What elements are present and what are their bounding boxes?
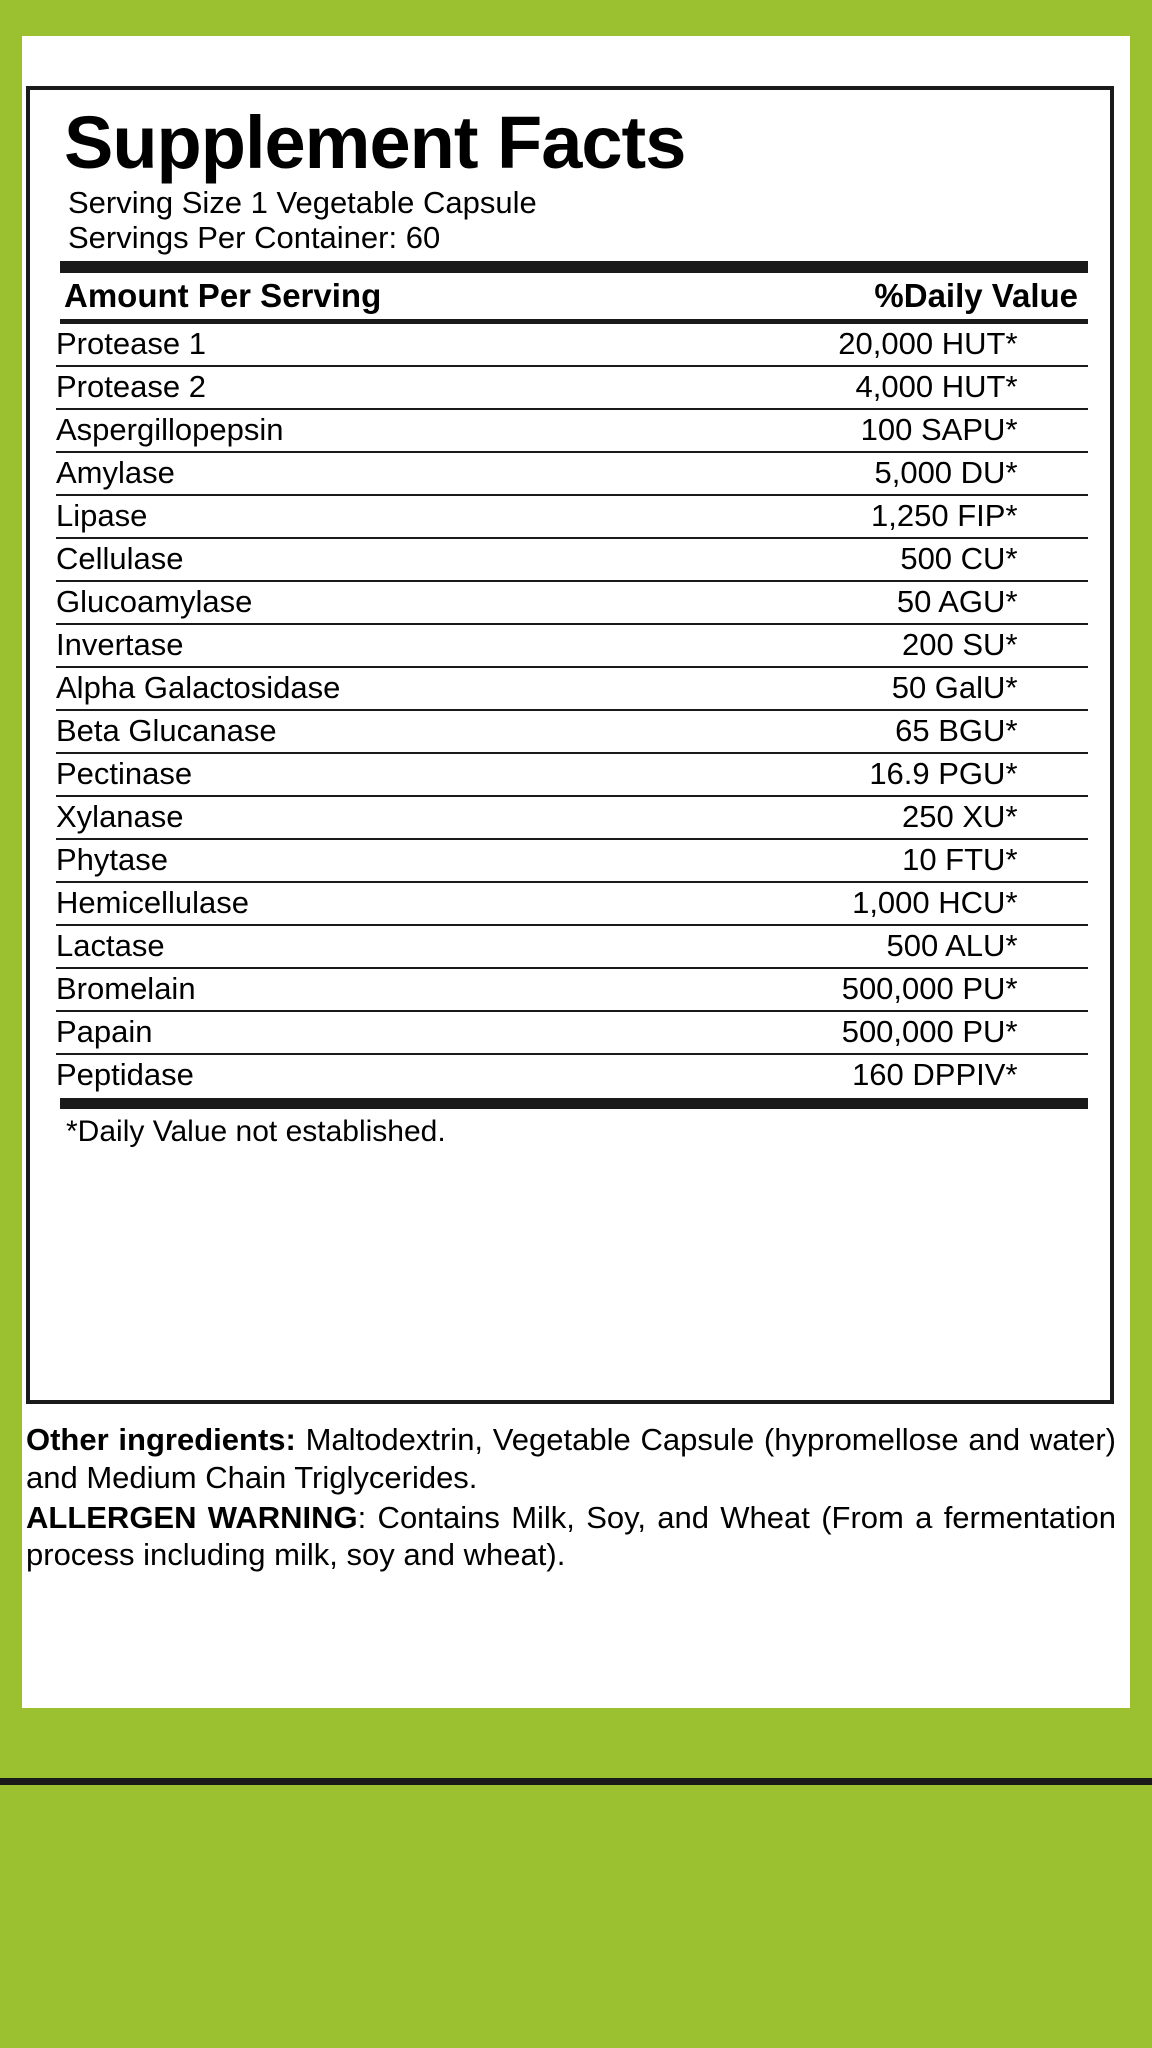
table-row	[56, 409, 1088, 452]
nutrient-name: Bromelain	[56, 968, 593, 1011]
nutrient-name: Beta Glucanase	[56, 710, 593, 753]
nutrient-amount: 500 CU	[593, 538, 1006, 581]
nutrient-name: Peptidase	[56, 1054, 593, 1096]
nutrient-amount: 50 GalU	[593, 667, 1006, 710]
table-row	[56, 495, 1088, 538]
nutrient-amount: 500,000 PU	[593, 1011, 1006, 1054]
header-daily-value: %Daily Value	[874, 277, 1078, 315]
nutrient-daily-value: *	[1005, 624, 1088, 667]
nutrient-name: Xylanase	[56, 796, 593, 839]
other-ingredients-text: Maltodextrin, Vegetable Capsule (hypromellose and water) and Medium Chain Triglycerides.	[26, 1422, 1116, 1495]
nutrient-name: Phytase	[56, 839, 593, 882]
nutrient-amount: 500 ALU	[593, 925, 1006, 968]
nutrient-daily-value: *	[1005, 796, 1088, 839]
label-content-area	[22, 36, 1130, 1708]
table-row	[56, 667, 1088, 710]
nutrient-daily-value: *	[1005, 882, 1088, 925]
header-amount-per-serving: Amount Per Serving	[64, 277, 382, 315]
nutrient-amount: 5,000 DU	[593, 452, 1006, 495]
nutrient-daily-value: *	[1005, 710, 1088, 753]
supplement-facts-title: Supplement Facts	[64, 101, 686, 184]
table-row	[56, 581, 1088, 624]
other-ingredients-paragraph	[26, 1421, 1116, 1497]
nutrient-name: Cellulase	[56, 538, 593, 581]
nutrient-daily-value: *	[1005, 495, 1088, 538]
nutrient-daily-value: *	[1005, 753, 1088, 796]
allergen-warning-label: ALLERGEN WARNING	[26, 1499, 358, 1535]
table-row	[56, 925, 1088, 968]
table-row	[56, 324, 1088, 366]
nutrient-amount: 500,000 PU	[593, 968, 1006, 1011]
nutrient-daily-value: *	[1005, 326, 1018, 362]
supplement-facts-panel	[26, 86, 1114, 1404]
daily-value-footnote: *Daily Value not established.	[66, 1115, 446, 1149]
nutrient-amount: 10 FTU	[593, 839, 1006, 882]
table-row	[56, 1011, 1088, 1054]
other-ingredients-block	[26, 1421, 1116, 1574]
allergen-warning-paragraph	[26, 1499, 1116, 1575]
nutrient-name: Protease 1	[56, 326, 206, 362]
nutrient-daily-value: *	[1005, 538, 1088, 581]
nutrient-amount: 100 SAPU	[593, 409, 1006, 452]
table-row	[56, 1054, 1088, 1096]
nutrient-name: Aspergillopepsin	[56, 409, 593, 452]
nutrient-daily-value: *	[1005, 968, 1088, 1011]
nutrient-amount: 1,250 FIP	[593, 495, 1006, 538]
table-row	[56, 452, 1088, 495]
nutrient-name: Amylase	[56, 452, 593, 495]
bottom-black-rule	[0, 1778, 1152, 1785]
nutrient-name: Alpha Galactosidase	[56, 667, 593, 710]
nutrient-amount: 160 DPPIV	[593, 1054, 1006, 1096]
nutrient-amount: 50 AGU	[593, 581, 1006, 624]
table-row	[56, 538, 1088, 581]
divider-table-bottom	[60, 1098, 1088, 1109]
nutrient-name: Glucoamylase	[56, 581, 593, 624]
table-row	[56, 882, 1088, 925]
nutrient-daily-value: *	[1005, 1011, 1088, 1054]
nutrient-name: Hemicellulase	[56, 882, 593, 925]
servings-per-container-line: Servings Per Container: 60	[68, 219, 441, 255]
top-green-band	[0, 0, 1152, 36]
nutrient-amount: 250 XU	[593, 796, 1006, 839]
nutrient-amount: 20,000 HUT	[838, 326, 1006, 362]
table-header-row	[56, 273, 1088, 319]
table-row	[56, 366, 1088, 409]
divider-thick-top	[60, 261, 1088, 273]
nutrient-daily-value: *	[1005, 925, 1088, 968]
nutrient-name: Lactase	[56, 925, 593, 968]
other-ingredients-label: Other ingredients:	[26, 1422, 296, 1457]
nutrient-name: Protease 2	[56, 366, 593, 409]
nutrient-amount: 1,000 HCU	[593, 882, 1006, 925]
nutrient-amount: 16.9 PGU	[593, 753, 1006, 796]
nutrient-name: Papain	[56, 1011, 593, 1054]
table-row	[56, 968, 1088, 1011]
nutrient-daily-value: *	[1005, 839, 1088, 882]
nutrient-daily-value: *	[1005, 409, 1088, 452]
nutrient-name: Invertase	[56, 624, 593, 667]
allergen-warning-text: : Contains Milk, Soy, and Wheat (From a fermentation process including milk, soy and wheat).	[26, 1499, 1117, 1573]
nutrient-name: Lipase	[56, 495, 593, 538]
bottom-green-band	[0, 1708, 1152, 2048]
nutrient-amount: 200 SU	[593, 624, 1006, 667]
nutrient-daily-value: *	[1005, 581, 1088, 624]
nutrient-daily-value: *	[1005, 1054, 1088, 1096]
nutrient-daily-value: *	[1005, 667, 1088, 710]
nutrient-daily-value: *	[1005, 366, 1088, 409]
table-row	[56, 624, 1088, 667]
table-row	[56, 839, 1088, 882]
nutrient-amount: 4,000 HUT	[593, 366, 1006, 409]
nutrient-amount: 65 BGU	[593, 710, 1006, 753]
table-row	[56, 753, 1088, 796]
serving-size-line: Serving Size 1 Vegetable Capsule	[68, 185, 537, 220]
table-row	[56, 710, 1088, 753]
nutrient-name: Pectinase	[56, 753, 593, 796]
nutrient-table	[56, 324, 1088, 1096]
table-row	[56, 796, 1088, 839]
nutrient-daily-value: *	[1005, 452, 1088, 495]
